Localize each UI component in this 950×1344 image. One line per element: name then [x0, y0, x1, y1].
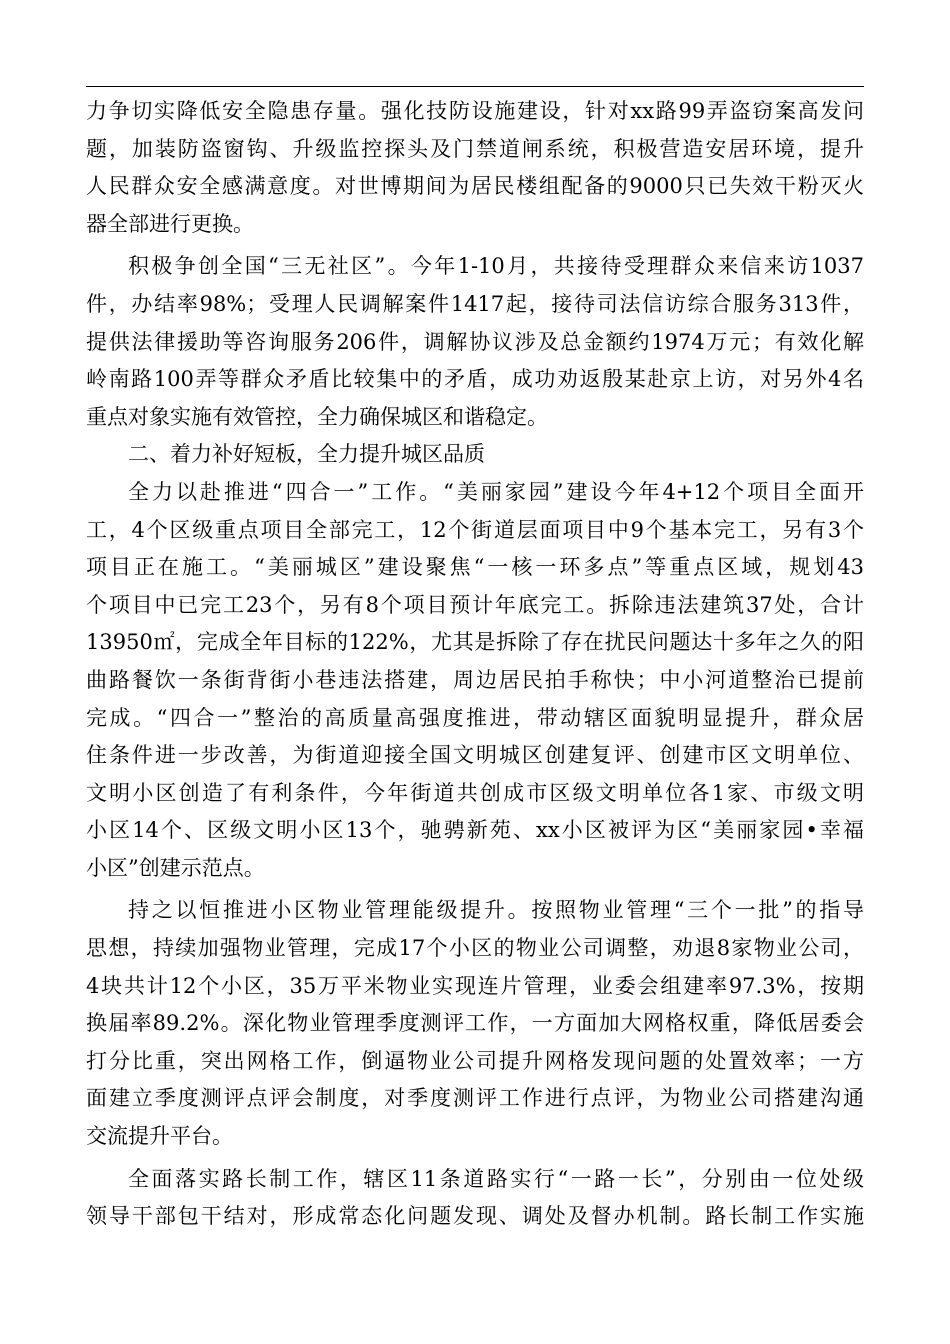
paragraph-road-chief — [86, 1161, 864, 1236]
text-line: 全面落实路长制工作，辖区11条道路实行“一路一长”，分别由一位处级 — [128, 1166, 864, 1191]
text-line: 完成。“四合一”整治的高质量高强度推进，带动辖区面貌明显提升，群众居 — [86, 705, 864, 730]
document-body — [86, 93, 864, 1236]
text-line: 岭南路100弄等群众矛盾比较集中的矛盾，成功劝返殷某赴京上访，对另外4名 — [86, 367, 864, 392]
text-line: 积极争创全国“三无社区”。今年1-10月，共接待受理群众来信来访1037 — [128, 254, 864, 279]
text-line: 小区14个、区级文明小区13个，驰骋新苑、xx小区被评为区“美丽家园•幸福 — [86, 818, 864, 843]
text-line: 重点对象实施有效管控，全力确保城区和谐稳定。 — [86, 404, 548, 429]
text-line: 项目正在施工。“美丽城区”建设聚焦“一核一环多点”等重点区域，规划43 — [86, 555, 864, 580]
section-heading-two — [86, 436, 864, 474]
text-line: 文明小区创造了有利条件，今年街道共创成市区级文明单位各1家、市级文明 — [86, 780, 864, 805]
text-line: 人民群众安全感满意度。对世博期间为居民楼组配备的9000只已失效干粉灭火 — [86, 174, 864, 199]
paragraph-four-in-one — [86, 474, 864, 888]
text-line: 提供法律援助等咨询服务206件，调解协议涉及总金额约1974万元；有效化解 — [86, 329, 864, 354]
text-line: 思想，持续加强物业管理，完成17个小区的物业公司调整，劝退8家物业公司， — [86, 936, 864, 961]
text-line: 曲路餐饮一条街背街小巷违法搭建，周边居民拍手称快；中小河道整治已提前 — [86, 667, 864, 692]
text-line: 持之以恒推进小区物业管理能级提升。按照物业管理“三个一批”的指导 — [128, 898, 864, 923]
text-line: 面建立季度测评点评会制度，对季度测评工作进行点评，为物业公司搭建沟通 — [86, 1086, 864, 1111]
text-line: 打分比重，突出网格工作，倒逼物业公司提升网格发现问题的处置效率；一方 — [86, 1048, 864, 1073]
text-line: 力争切实降低安全隐患存量。强化技防设施建设，针对xx路99弄盗窃案高发问 — [86, 99, 864, 123]
text-line: 换届率89.2%。深化物业管理季度测评工作，一方面加大网格权重，降低居委会 — [86, 1011, 864, 1036]
text-line: 题，加装防盗窗钩、升级监控探头及门禁道闸系统，积极营造安居环境，提升 — [86, 136, 864, 161]
paragraph-property-management — [86, 892, 864, 1155]
text-line: 件，办结率98%；受理人民调解案件1417起，接待司法信访综合服务313件， — [86, 291, 864, 316]
text-line: 13950㎡，完成全年目标的122%，尤其是拆除了存在扰民问题达十多年之久的阳 — [86, 630, 864, 655]
paragraph-safety — [86, 93, 864, 243]
text-line: 交流提升平台。 — [86, 1124, 233, 1149]
text-line: 工，4个区级重点项目全部完工，12个街道层面项目中9个基本完工，另有3个 — [86, 517, 864, 542]
text-line: 领导干部包干结对，形成常态化问题发现、调处及督办机制。路长制工作实施 — [86, 1204, 864, 1229]
paragraph-three-no-community — [86, 248, 864, 436]
header-rule — [86, 86, 864, 87]
text-line: 4块共计12个小区，35万平米物业实现连片管理，业委会组建率97.3%，按期 — [86, 973, 864, 998]
text-line: 住条件进一步改善，为街道迎接全国文明城区创建复评、创建市区文明单位、 — [86, 743, 864, 768]
text-line: 小区”创建示范点。 — [86, 855, 265, 880]
text-line: 全力以赴推进“四合一”工作。“美丽家园”建设今年4+12个项目全面开 — [128, 479, 864, 504]
text-line: 器全部进行更换。 — [86, 211, 254, 236]
section-heading: 二、着力补好短板，全力提升城区品质 — [128, 442, 485, 467]
text-line: 个项目中已完工23个，另有8个项目预计年底完工。拆除违法建筑37处，合计 — [86, 592, 864, 617]
